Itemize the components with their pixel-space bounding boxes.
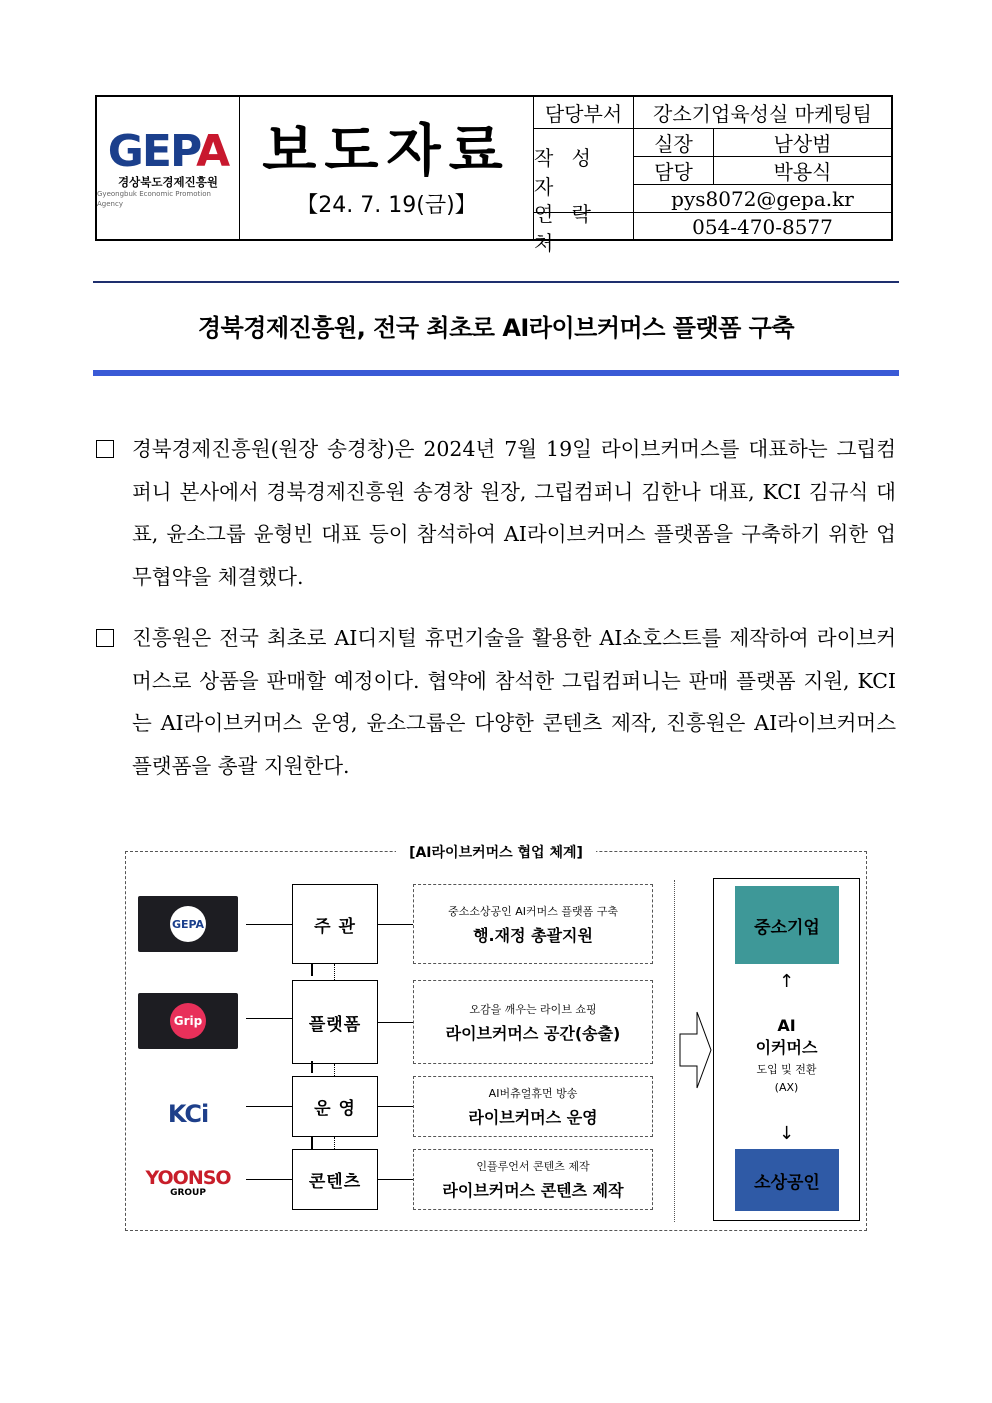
role-title-2: 담당 (634, 157, 714, 185)
gepa-logo-korean: 경상북도경제진흥원 (118, 175, 218, 189)
kci-logo-text: KCi (167, 1100, 209, 1128)
role-name-2: 박용식 (714, 157, 891, 185)
desc-small: 오감을 깨우는 라이브 쇼핑 (469, 1003, 597, 1016)
desc-small: 중소소상공인 AI커머스 플랫폼 구축 (447, 905, 619, 918)
desc-big: 라이브커머스 콘텐츠 제작 (442, 1181, 624, 1200)
role-name-1: 남상범 (714, 129, 891, 157)
role-dotted-link (334, 1064, 335, 1076)
role-box-host: 주 관 (292, 884, 378, 964)
body-paragraph-2 (96, 617, 896, 787)
press-header-table (95, 95, 893, 255)
yoonso-logo-text: YOONSO (145, 1167, 231, 1189)
paragraph-text: 진흥원은 전국 최초로 AI디지털 휴먼기술을 활용한 AI쇼호스트를 제작하여 라이브커머스로 상품을 판매할 예정이다. 협약에 참석한 그립컴퍼니는 판매 플랫폼 지원, KCI는 AI라이브커머스 운영, 윤소그룹은 다양한 콘텐츠 제작, 진흥원은 AI라이브커머스 플랫폼을 총괄 지원한다. (132, 626, 896, 778)
center-adoption: 도입 및 전환 (756, 1063, 817, 1076)
contact-label: 연 락 처 (534, 213, 634, 241)
connector-line (378, 924, 413, 925)
logo-separator (311, 1137, 313, 1149)
headline-top-rule (93, 281, 899, 283)
diagram-title: [AI라이브커머스 협업 체계] (396, 842, 596, 862)
release-date: 【24. 7. 19(금)】 (296, 193, 477, 218)
author-label: 작 성 자 (534, 129, 634, 213)
diagram-dotted-divider (674, 880, 675, 1222)
role-box-platform: 플랫폼 (292, 980, 378, 1064)
doc-type: 보도자료 (262, 119, 511, 184)
yoonso-partner-logo (138, 1155, 238, 1211)
yoonso-logo-sub: GROUP (170, 1188, 206, 1198)
body-paragraph-1 (96, 428, 896, 598)
gepa-logo-mark: GEPA (107, 126, 229, 177)
desc-box-operation (413, 1076, 653, 1137)
desc-big: 행.재정 총괄지원 (473, 926, 593, 945)
target-sme-box: 중소기업 (735, 886, 839, 964)
gepa-partner-logo (138, 896, 238, 952)
kci-partner-logo (138, 1086, 238, 1142)
desc-big: 라이브커머스 공간(송출) (445, 1024, 621, 1043)
collaboration-diagram (125, 845, 867, 1231)
arrow-down-icon: ↓ (778, 1123, 795, 1144)
right-arrow-icon (679, 1010, 713, 1090)
headline: 경북경제진흥원, 전국 최초로 AI라이브커머스 플랫폼 구축 (197, 314, 795, 342)
role-box-operation: 운 영 (292, 1076, 378, 1137)
department-label: 담당부서 (534, 97, 634, 129)
desc-box-platform (413, 980, 653, 1064)
role-dotted-link (334, 964, 335, 980)
connector-line (378, 1022, 413, 1023)
paragraph-text: 경북경제진흥원(원장 송경창)은 2024년 7월 19일 라이브커머스를 대표하는 그립컴퍼니 본사에서 경북경제진흥원 송경창 원장, 그립컴퍼니 김한나 대표, KCI 김규식 대표, 윤소그룹 윤형빈 대표 등이 참석하여 AI라이브커머스 플랫폼을 구축하기 위한 업무협약을 체결했다. (132, 437, 896, 589)
logo-separator (311, 964, 313, 976)
connector-line (246, 1106, 292, 1107)
connector-line (246, 924, 292, 925)
gepa-logo (97, 97, 240, 241)
role-title-1: 실장 (634, 129, 714, 157)
connector-line (378, 1179, 413, 1180)
role-dotted-link (334, 1137, 335, 1149)
gepa-logo-text: GEPA (170, 906, 206, 942)
arrow-up-icon: ↑ (778, 971, 795, 992)
desc-small: AI버츄얼휴먼 방송 (488, 1087, 578, 1100)
target-panel (713, 878, 860, 1221)
target-small-business-box: 소상공인 (735, 1149, 839, 1211)
center-ai: AI (777, 1016, 796, 1035)
role-box-content: 콘텐츠 (292, 1149, 378, 1210)
center-ax: (AX) (774, 1081, 799, 1094)
desc-box-host (413, 884, 653, 964)
desc-small: 인플루언서 콘텐츠 제작 (476, 1160, 590, 1173)
center-ecommerce: 이커머스 (755, 1038, 818, 1057)
gepa-logo-english: Gyeongbuk Economic Promotion Agency (97, 190, 211, 208)
connector-line (246, 1179, 292, 1180)
author-email: pys8072@gepa.kr (634, 185, 891, 213)
department-value: 강소기업육성실 마케팅팀 (634, 97, 891, 129)
connector-line (246, 1018, 292, 1019)
connector-line (378, 1106, 413, 1107)
checkbox-bullet-icon (96, 440, 114, 458)
grip-logo-text: Grip (170, 1003, 206, 1039)
contact-phone: 054-470-8577 (692, 215, 833, 239)
grip-partner-logo (138, 993, 238, 1049)
headline-bottom-rule (93, 370, 899, 376)
desc-box-content (413, 1149, 653, 1210)
checkbox-bullet-icon (96, 629, 114, 647)
press-release-title-cell (240, 97, 534, 241)
desc-big: 라이브커머스 운영 (468, 1108, 598, 1127)
